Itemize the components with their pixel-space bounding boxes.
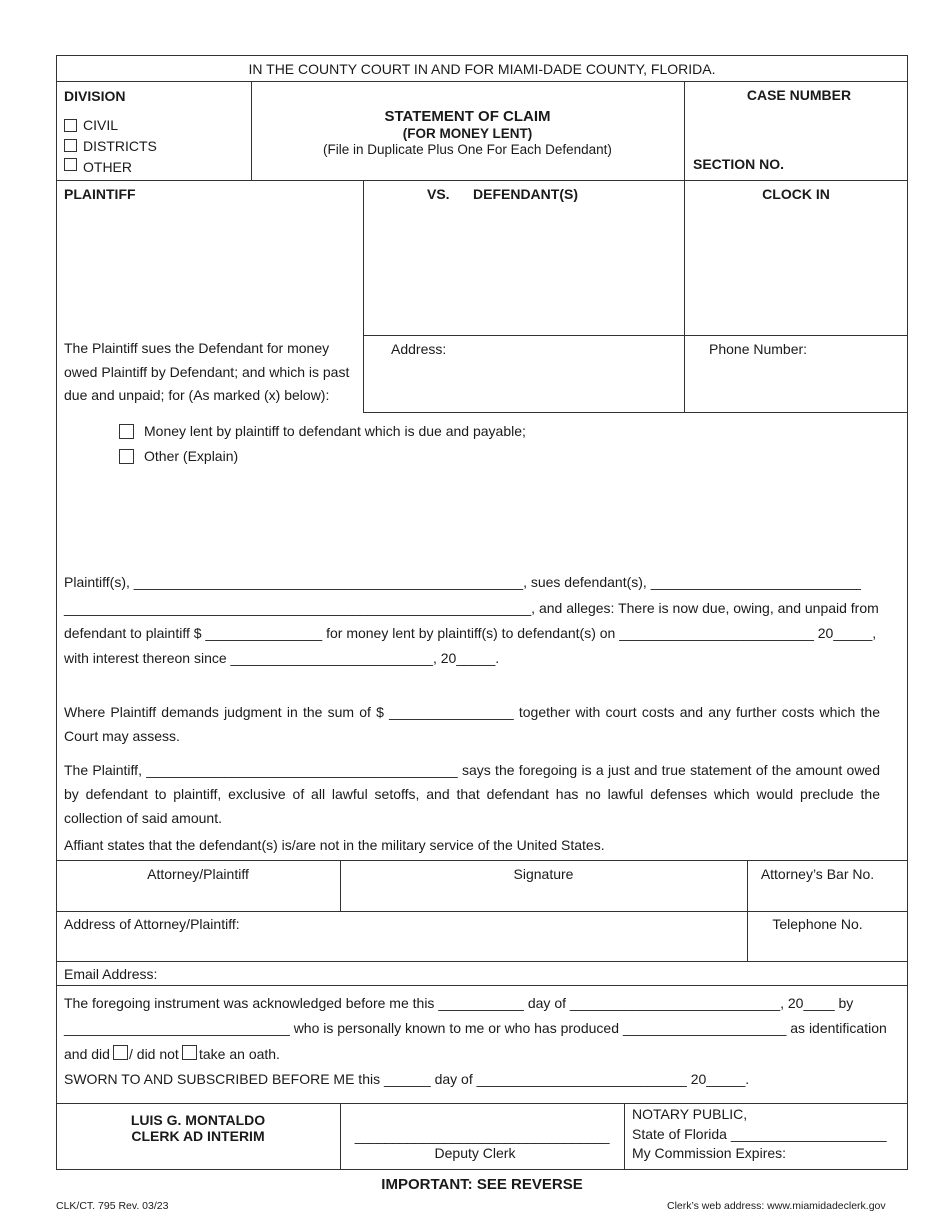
divider	[624, 1103, 625, 1170]
clerk-title: CLERK AD INTERIM	[131, 1128, 265, 1144]
divider	[684, 81, 685, 412]
form-note: (File in Duplicate Plus One For Each Defendant)	[323, 142, 612, 157]
sworn-line: SWORN TO AND SUBSCRIBED BEFORE ME this ______ day of ___________________________ 20_____.	[64, 1071, 750, 1087]
court-header: IN THE COUNTY COURT IN AND FOR MIAMI-DADE COUNTY, FLORIDA.	[248, 61, 716, 77]
email-label: Email Address:	[64, 966, 158, 982]
attorney-plaintiff-label: Attorney/Plaintiff	[147, 866, 249, 882]
civil-label: CIVIL	[83, 117, 119, 133]
form-id: CLK/CT. 795 Rev. 03/23	[56, 1200, 169, 1212]
affiant-statement: Affiant states that the defendant(s) is/are not in the military service of the United States.	[64, 837, 605, 853]
intro-text: The Plaintiff sues the Defendant for money owed Plaintiff by Defendant; and which is past due and unpaid; for (As marked (x) below):	[64, 340, 350, 403]
commission-expires: My Commission Expires:	[632, 1145, 787, 1161]
body-line-3: defendant to plaintiff $ _______________ for money lent by plaintiff(s) to defendant(s) on _________________________ 20_____,	[64, 625, 877, 641]
body-line-1: Plaintiff(s), __________________________________________________, sues defendant(s), ___________________________	[64, 574, 861, 590]
deputy-signature-line: __________________________________	[354, 1128, 610, 1144]
address-label: Address:	[391, 341, 447, 357]
form-title: STATEMENT OF CLAIM	[384, 108, 551, 125]
money-lent-checkbox[interactable]	[119, 424, 134, 439]
defendant-field[interactable]	[368, 205, 680, 333]
districts-label: DISTRICTS	[83, 138, 157, 154]
telephone-label: Telephone No.	[772, 916, 863, 932]
divider	[56, 81, 908, 82]
oath-suffix: take an oath.	[199, 1046, 280, 1062]
civil-checkbox[interactable]	[64, 119, 77, 132]
oath-middle: / did not	[129, 1046, 179, 1062]
oath-prefix: and did	[64, 1046, 110, 1062]
state-of-florida: State of Florida ____________________	[632, 1126, 887, 1142]
section-no-label: SECTION NO.	[693, 156, 785, 172]
body-line-4: with interest thereon since __________________________, 20_____.	[64, 650, 500, 666]
plaintiff-label: PLAINTIFF	[64, 186, 136, 202]
important-notice: IMPORTANT: SEE REVERSE	[381, 1176, 583, 1193]
clerk-name: LUIS G. MONTALDO	[130, 1112, 266, 1128]
body-line-2: ____________________________________________________________, and alleges: There is now due, owing, and unpaid from	[64, 600, 879, 616]
divider	[56, 860, 908, 861]
divider	[363, 180, 364, 412]
divider	[56, 911, 908, 912]
divider	[56, 180, 908, 181]
other-explain-label: Other (Explain)	[144, 448, 239, 464]
signature-label: Signature	[513, 866, 574, 882]
phone-label: Phone Number:	[709, 341, 808, 357]
plaintiff-field[interactable]	[60, 205, 358, 333]
districts-checkbox[interactable]	[64, 139, 77, 152]
other-label: OTHER	[83, 159, 132, 175]
division-label: DIVISION	[64, 88, 126, 104]
notary-public-label: NOTARY PUBLIC,	[632, 1106, 748, 1122]
notary-line-2: _____________________________ who is personally known to me or who has produced _____________________ as identification	[64, 1020, 887, 1036]
divider	[56, 961, 908, 962]
vs-label: VS.	[427, 186, 450, 202]
notary-line-1: The foregoing instrument was acknowledged before me this ___________ day of ___________________________, 20____ by	[64, 995, 854, 1011]
demand-paragraph: Where Plaintiff demands judgment in the sum of $ ________________ together with court costs and any further costs which the Court may assess.	[64, 704, 880, 744]
did-oath-checkbox[interactable]	[113, 1045, 128, 1060]
deputy-clerk-label: Deputy Clerk	[434, 1145, 516, 1161]
divider	[363, 412, 908, 413]
form-subtitle: (FOR MONEY LENT)	[402, 126, 533, 141]
attorney-address-label: Address of Attorney/Plaintiff:	[64, 916, 240, 932]
divider	[363, 335, 908, 336]
divider	[56, 985, 908, 986]
other-checkbox[interactable]	[64, 158, 77, 171]
bar-no-label: Attorney’s Bar No.	[760, 866, 875, 882]
did-not-oath-checkbox[interactable]	[182, 1045, 197, 1060]
defendant-label: DEFENDANT(S)	[473, 186, 578, 202]
money-lent-label: Money lent by plaintiff to defendant which is due and payable;	[144, 423, 526, 439]
divider	[56, 1103, 908, 1104]
statement-paragraph: The Plaintiff, ________________________________________ says the foregoing is a just and true statement of the amount owed by defendant to plaintiff, exclusive of all lawful setoffs, and that defendant has no lawful defenses which would preclude the collection of said amount.	[64, 762, 880, 826]
clerk-web-address: Clerk’s web address: www.miamidadeclerk.gov	[667, 1200, 886, 1212]
clock-in-label: CLOCK IN	[762, 186, 830, 202]
case-number-label: CASE NUMBER	[746, 87, 852, 103]
other-explain-checkbox[interactable]	[119, 449, 134, 464]
